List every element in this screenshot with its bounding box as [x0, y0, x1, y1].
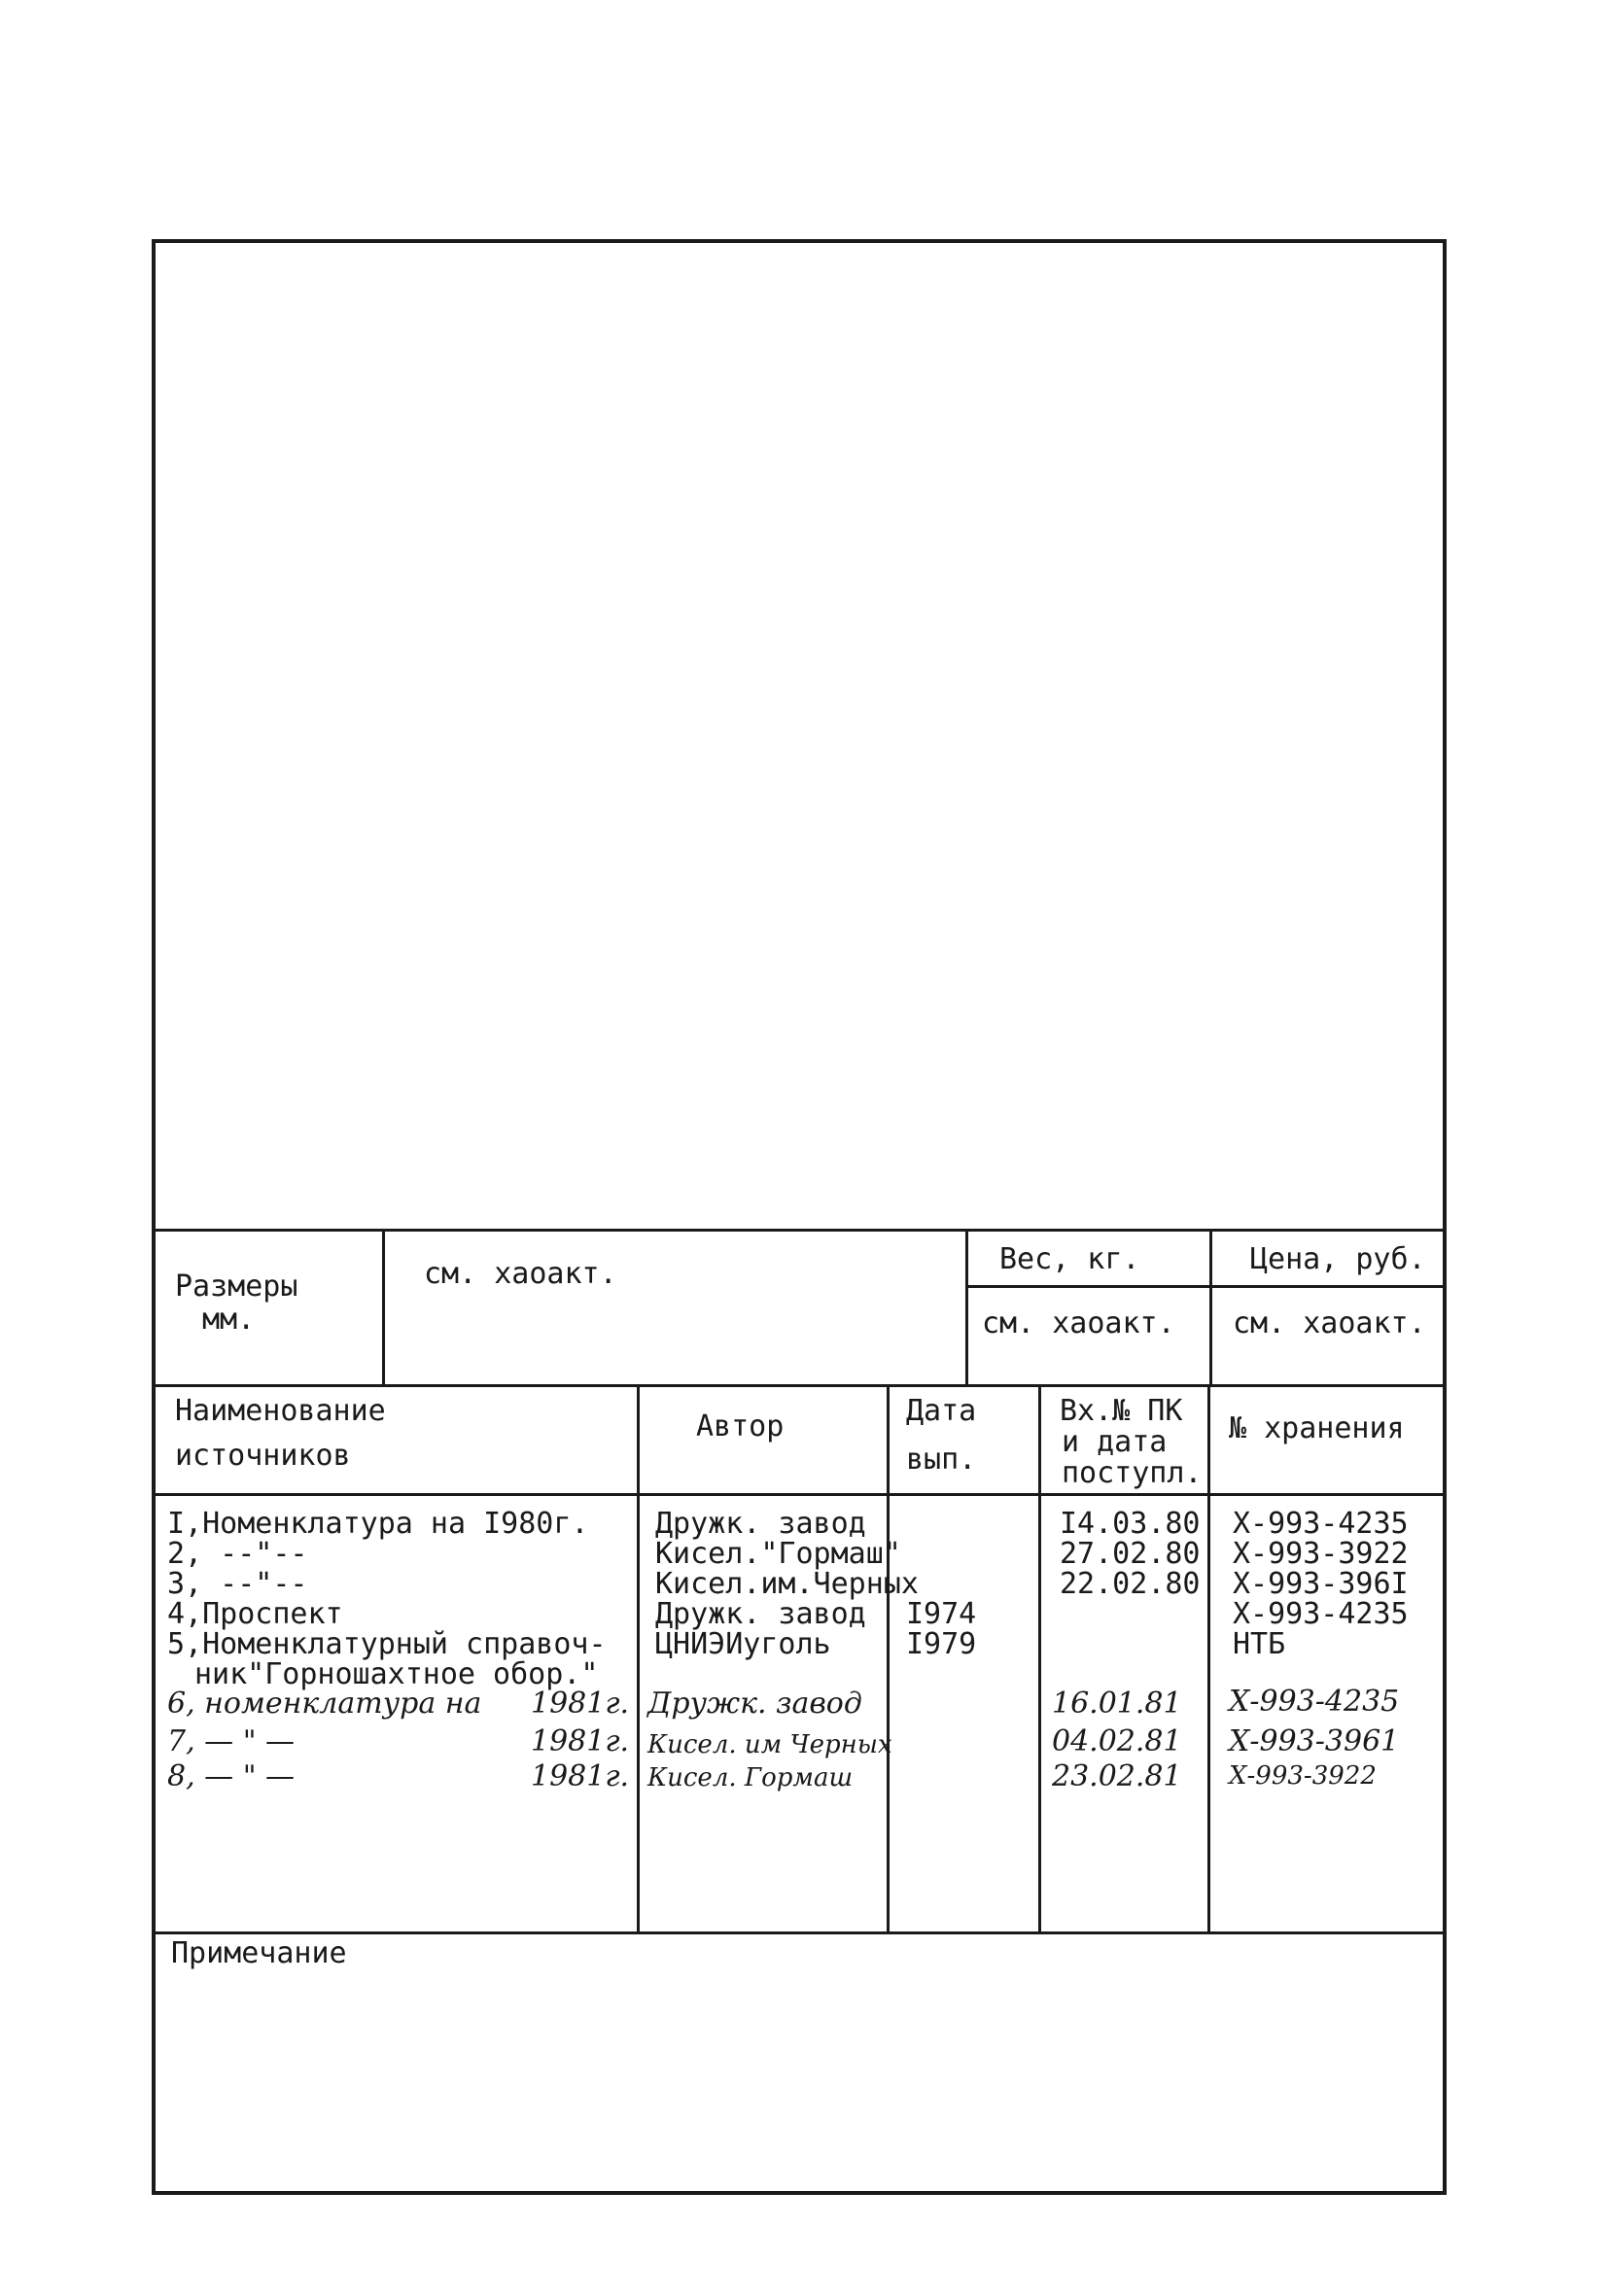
divider-notes — [156, 1931, 1444, 1934]
header-name: Наименование — [175, 1394, 386, 1428]
weight-label: Вес, кг. — [999, 1242, 1140, 1276]
hand-row-7-received: 04.02.81 — [1052, 1724, 1182, 1758]
dimensions-unit: мм. — [202, 1303, 256, 1337]
row-3-received: 22.02.80 — [1060, 1567, 1201, 1601]
header-date: Дата — [906, 1394, 977, 1428]
hand-row-7-name: 7, — " — — [167, 1724, 296, 1758]
row-3-author: Кисел.им.Черных — [655, 1567, 919, 1601]
hand-row-7-year: 1981г. — [531, 1724, 630, 1758]
header-inbound-2: и дата — [1062, 1425, 1168, 1459]
divider-header — [156, 1384, 1444, 1387]
weight-value: см. хаоакт. — [982, 1306, 1175, 1340]
row-1-name: I,Номенклатура на I980г. — [167, 1507, 589, 1541]
row-2-received: 27.02.80 — [1060, 1537, 1201, 1571]
row-1-storage: Х-993-4235 — [1233, 1507, 1409, 1541]
header-inbound: Вх.№ ПК — [1060, 1394, 1183, 1428]
row-4-name: 4,Проспект — [167, 1597, 343, 1631]
divider-weight — [965, 1229, 968, 1386]
hand-row-8-storage: Х-993-3922 — [1229, 1761, 1377, 1791]
divider-weight-price — [966, 1285, 1444, 1288]
divider-inbound-col — [1038, 1384, 1041, 1932]
hand-row-7-author: Кисел. им Черных — [647, 1730, 892, 1759]
hand-row-6-name: 6, номенклатура на — [167, 1687, 482, 1721]
header-author: Автор — [696, 1409, 785, 1444]
hand-row-8-name: 8, — " — — [167, 1759, 296, 1793]
dimensions-label: Размеры — [175, 1270, 298, 1304]
divider-date-col — [887, 1384, 890, 1932]
row-2-author: Кисел."Гормаш" — [655, 1537, 901, 1571]
hand-row-8-received: 23.02.81 — [1052, 1759, 1182, 1793]
catalog-card — [152, 239, 1447, 2195]
hand-row-6-author: Дружк. завод — [647, 1687, 862, 1721]
dimensions-value: см. хаоакт. — [424, 1257, 617, 1291]
row-5-author: ЦНИЭИуголь — [655, 1627, 831, 1661]
header-name-2: источников — [175, 1439, 351, 1473]
divider-author-col — [637, 1384, 640, 1932]
row-5-date: I979 — [906, 1627, 977, 1661]
row-2-storage: Х-993-3922 — [1233, 1537, 1409, 1571]
hand-row-7-storage: Х-993-3961 — [1229, 1724, 1400, 1758]
row-4-storage: Х-993-4235 — [1233, 1597, 1409, 1631]
row-3-storage: Х-993-396I — [1233, 1567, 1409, 1601]
row-2-name: 2, --"-- — [167, 1537, 308, 1571]
hand-row-6-year: 1981г. — [531, 1687, 630, 1721]
price-label: Цена, руб. — [1250, 1242, 1426, 1276]
divider-top — [156, 1229, 1444, 1232]
divider-dimensions — [382, 1229, 385, 1386]
row-5-storage: НТБ — [1233, 1627, 1286, 1661]
divider-price — [1209, 1229, 1212, 1386]
hand-row-6-storage: Х-993-4235 — [1229, 1685, 1400, 1719]
hand-row-6-received: 16.01.81 — [1052, 1687, 1182, 1721]
divider-storage-col — [1207, 1384, 1210, 1932]
row-4-author: Дружк. завод — [655, 1597, 866, 1631]
header-storage: № хранения — [1229, 1411, 1405, 1445]
hand-row-8-year: 1981г. — [531, 1759, 630, 1793]
row-1-author: Дружк. завод — [655, 1507, 866, 1541]
divider-sources — [156, 1493, 1444, 1496]
price-value: см. хаоакт. — [1233, 1306, 1426, 1340]
row-5-name-cont: ник"Горношахтное обор." — [194, 1657, 599, 1691]
header-date-2: вып. — [906, 1443, 977, 1477]
row-5-name: 5,Номенклатурный справоч- — [167, 1627, 607, 1661]
row-4-date: I974 — [906, 1597, 977, 1631]
header-inbound-3: поступл. — [1062, 1456, 1203, 1490]
notes-label: Примечание — [171, 1936, 347, 1970]
row-1-received: I4.03.80 — [1060, 1507, 1201, 1541]
row-3-name: 3, --"-- — [167, 1567, 308, 1601]
hand-row-8-author: Кисел. Гормаш — [647, 1763, 854, 1792]
